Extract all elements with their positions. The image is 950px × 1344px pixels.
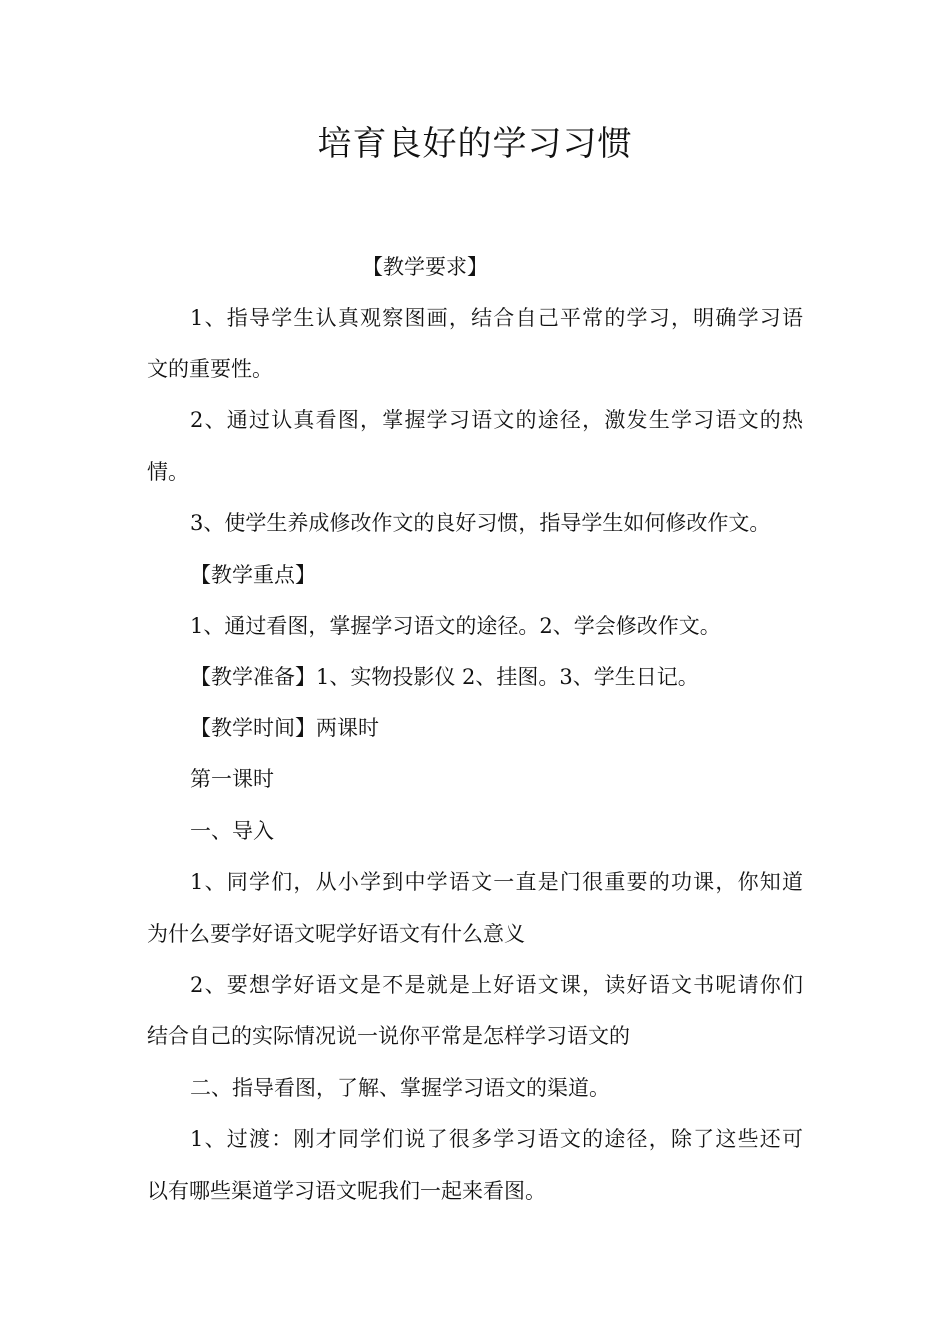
- paragraph-line: 1、同学们，从小学到中学语文一直是门很重要的功课，你知道: [190, 870, 803, 894]
- paragraph-line: 结合自己的实际情况说一说你平常是怎样学习语文的: [147, 1024, 630, 1048]
- paragraph-line: 为什么要学好语文呢学好语文有什么意义: [147, 922, 525, 946]
- paragraph-line: 3、使学生养成修改作文的良好习惯，指导学生如何修改作文。: [190, 511, 771, 535]
- paragraph-line: 【教学时间】两课时: [190, 716, 379, 740]
- section-heading-requirements: 【教学要求】: [362, 255, 488, 279]
- paragraph-line: 2、要想学好语文是不是就是上好语文课，读好语文书呢请你们: [190, 973, 803, 997]
- document-title: 培育良好的学习习惯: [317, 124, 633, 164]
- step-heading: 二、指导看图，了解、掌握学习语文的渠道。: [190, 1076, 610, 1100]
- paragraph-line: 1、过渡：刚才同学们说了很多学习语文的途径，除了这些还可: [190, 1127, 803, 1151]
- paragraph-line: 1、指导学生认真观察图画，结合自己平常的学习，明确学习语: [190, 306, 803, 330]
- lesson-heading: 第一课时: [190, 767, 274, 791]
- paragraph-line: 1、通过看图，掌握学习语文的途径。2、学会修改作文。: [190, 614, 721, 638]
- paragraph-line: 情。: [147, 460, 189, 484]
- step-heading: 一、导入: [190, 819, 274, 843]
- paragraph-line: 以有哪些渠道学习语文呢我们一起来看图。: [147, 1179, 546, 1203]
- paragraph-line: 文的重要性。: [147, 357, 273, 381]
- paragraph-line: 【教学准备】1、实物投影仪 2、挂图。3、学生日记。: [190, 665, 699, 689]
- paragraph-line: 2、通过认真看图，掌握学习语文的途径，激发生学习语文的热: [190, 408, 803, 432]
- section-heading-key-points: 【教学重点】: [190, 563, 316, 587]
